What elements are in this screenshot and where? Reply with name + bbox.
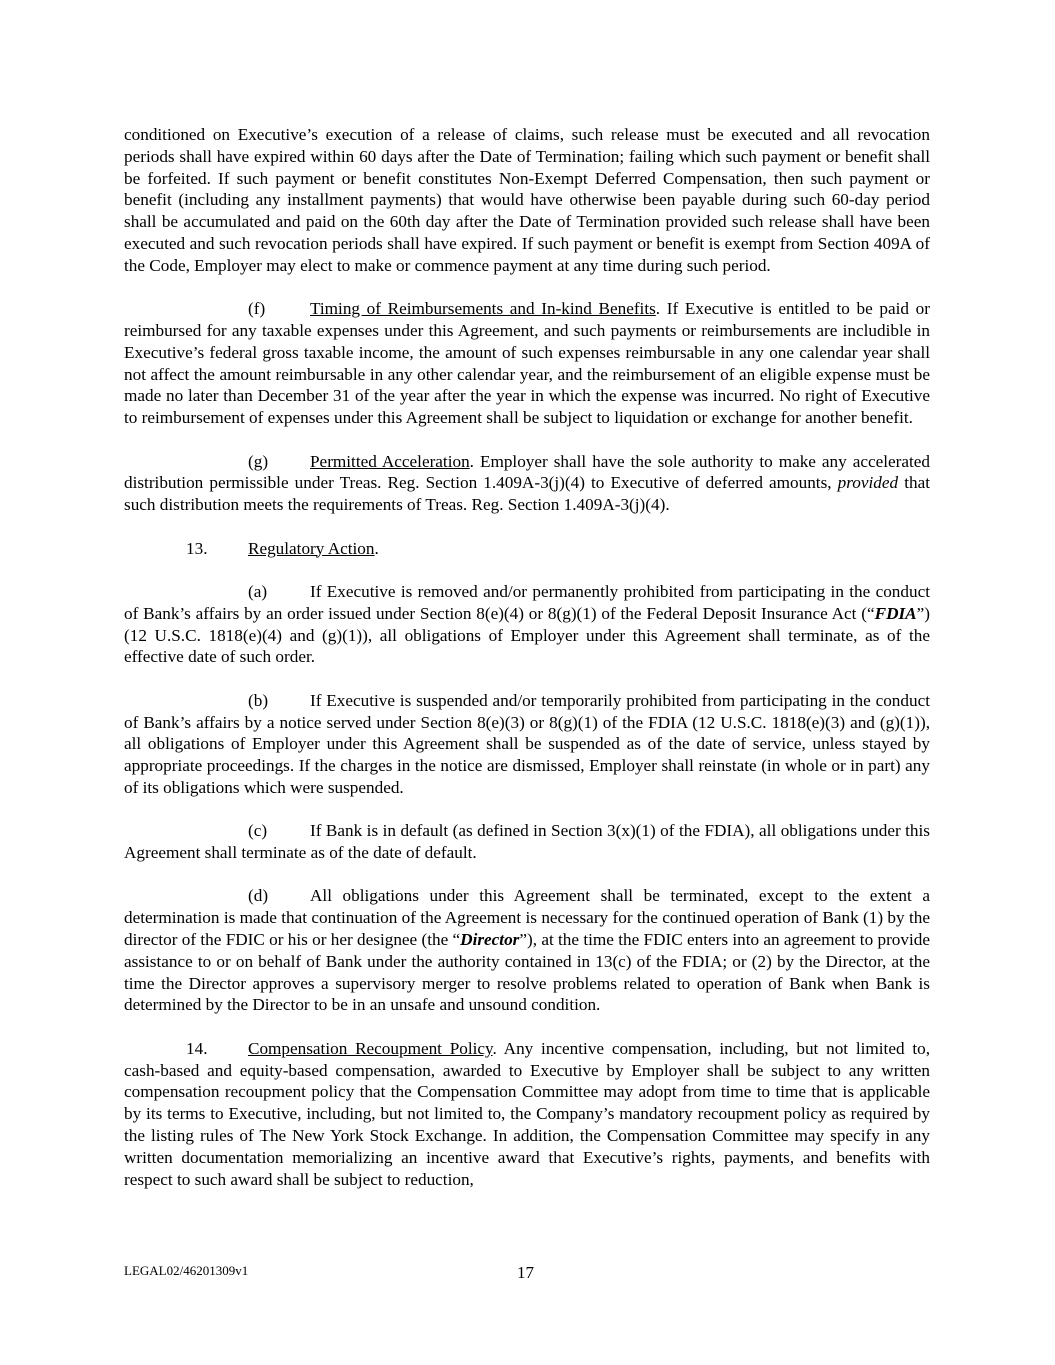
paragraph-13b xyxy=(124,690,930,799)
paragraph-12g xyxy=(124,451,930,516)
paragraph-intro-text: conditioned on Executive’s execution of a release of claims, such release must be executed and all revocation periods shall have expired within 60 days after the Date of Termination; failing which such payment or benefit shall be forfeited. If such payment or benefit constitutes Non-Exempt Deferred Compensation, then such payment or benefit (including any installment payments) that would have otherwise been payable during such 60-day period shall be accumulated and paid on the 60th day after the Date of Termination provided such release shall have been executed and such revocation periods shall have expired. If such payment or benefit is exempt from Section 409A of the Code, Employer may elect to make or commence payment at any time during such period. xyxy=(124,125,930,275)
label-g: (g) xyxy=(248,451,269,471)
paragraph-12f xyxy=(124,298,930,429)
defined-term-fdia: FDIA xyxy=(874,603,917,623)
paragraph-12f-text: . If Executive is entitled to be paid or reimbursed for any taxable expenses under this Agreement, and such payments or reimbursements are includible in Executive’s federal gross taxable income, the amount of such expenses reimbursable in any one calendar year shall not affect the amount reimbursable in any other calendar year, and the reimbursement of an eligible expense must be made no later than December 31 of the year after the year in which the expense was incurred. No right of Executive to reimbursement of expenses under this Agreement shall be subject to liquidation or exchange for another benefit. xyxy=(124,299,930,428)
section-13-number: 13. xyxy=(186,538,208,558)
footer-document-id: LEGAL02/46201309v1 xyxy=(124,1263,249,1278)
paragraph-12g-text-1: . Employer shall have the sole authority to make any accelerated distribution permissible under Treas. Reg. Section 1.409A-3(j)(4) to Executive of deferred amounts, xyxy=(124,451,931,493)
section-13-period: . xyxy=(374,538,379,558)
paragraph-13d-text-2: ”), at the time the FDIC enters into an agreement to provide assistance to or on behalf of Bank under the authority contained in 13(c) of the FDIA; or (2) by the Director, at the time the Director approves a supervisory merger to resolve problems related to operation of Bank when Bank is determined by the Director to be in an unsafe and unsound condition. xyxy=(124,930,930,1015)
paragraph-13b-text: If Executive is suspended and/or temporarily prohibited from participating in the conduct of Bank’s affairs by a notice served under Section 8(e)(3) or 8(g)(1) of the FDIA (12 U.S.C. 1818(e)(3) and (g)(1)), all obligations of Employer under this Agreement shall be suspended as of the date of service, unless stayed by appropriate proceedings. If the charges in the notice are dismissed, Employer shall reinstate (in whole or in part) any of its obligations which were suspended. xyxy=(124,690,930,797)
heading-permitted-acceleration: Permitted Acceleration xyxy=(310,451,470,471)
paragraph-13d xyxy=(124,885,930,1016)
paragraph-13d-text-1: All obligations under this Agreement shall be terminated, except to the extent a determination is made that continuation of the Agreement is necessary for the continued operation of Bank (1) by the director of the FDIC or his or her designee (the “ xyxy=(124,886,930,950)
paragraph-13a xyxy=(124,581,930,668)
label-f: (f) xyxy=(248,299,266,319)
paragraph-14 xyxy=(124,1038,930,1191)
section-14-number: 14. xyxy=(186,1038,208,1058)
section-13-heading xyxy=(124,538,930,560)
heading-regulatory-action: Regulatory Action xyxy=(248,538,375,558)
italic-provided: provided xyxy=(837,473,899,493)
label-d: (d) xyxy=(248,886,269,906)
paragraph-intro xyxy=(124,124,930,277)
document-body xyxy=(124,124,930,1212)
paragraph-13a-text-1: If Executive is removed and/or permanently prohibited from participating in the conduct of Bank’s affairs by an order issued under Section 8(e)(4) or 8(g)(1) of the Federal Deposit Insurance Act (“ xyxy=(124,581,930,623)
label-c: (c) xyxy=(248,821,268,841)
label-b: (b) xyxy=(248,690,269,710)
paragraph-14-text: . Any incentive compensation, including, but not limited to, cash-based and equity-based compensation, awarded to Executive by Employer shall be subject to any written compensation recoupment policy that the Compensation Committee may adopt from time to time that is applicable by its terms to Executive, including, but not limited to, the Company’s mandatory recoupment policy as required by the listing rules of The New York Stock Exchange. In addition, the Compensation Committee may specify in any written documentation memorializing an incentive award that Executive’s rights, payments, and benefits with respect to such award shall be subject to reduction, xyxy=(124,1038,930,1189)
paragraph-13c xyxy=(124,820,930,864)
heading-timing-reimbursements: Timing of Reimbursements and In-kind Benefits xyxy=(310,299,656,319)
paragraph-12g-text-2: that such distribution meets the requirements of Treas. Reg. Section 1.409A-3(j)(4). xyxy=(124,473,930,515)
heading-compensation-recoupment-policy: Compensation Recoupment Policy xyxy=(248,1038,493,1058)
paragraph-13c-text: If Bank is in default (as defined in Section 3(x)(1) of the FDIA), all obligations under this Agreement shall terminate as of the date of default. xyxy=(124,821,930,863)
defined-term-director: Director xyxy=(460,930,520,950)
label-a: (a) xyxy=(248,581,268,601)
paragraph-13a-text-2: ”) (12 U.S.C. 1818(e)(4) and (g)(1)), all obligations of Employer under this Agreement shall terminate, as of the effective date of such order. xyxy=(124,603,930,667)
page-number: 17 xyxy=(517,1263,534,1282)
